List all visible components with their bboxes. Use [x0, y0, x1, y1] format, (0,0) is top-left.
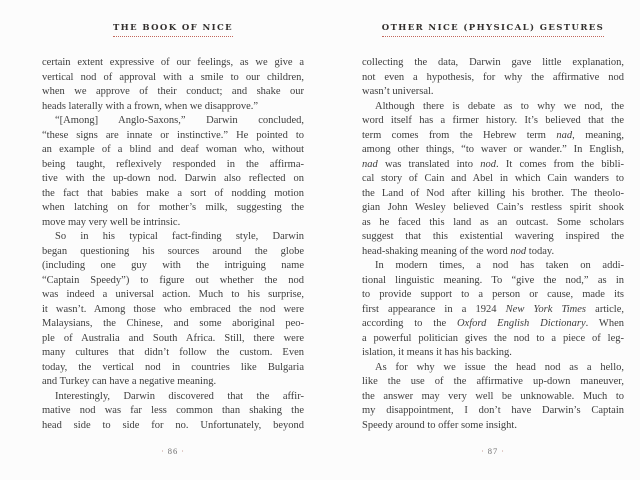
text-segment: “Captain Speedy”) to figure out whether the nod [42, 274, 304, 286]
text-line [42, 375, 304, 390]
text-line [362, 56, 624, 71]
text-line [42, 158, 304, 173]
text-segment: not even a hypothesis, for why the affirmative nod [362, 71, 624, 83]
text-line [362, 404, 624, 419]
italic-text-segment: New York Times [505, 303, 587, 315]
page-number: 87 [487, 446, 499, 456]
text-segment: “these signs are innate or instinctive.” He pointed to [42, 129, 304, 141]
text-segment: the fact that babies make a sort of nodding motion [42, 187, 304, 199]
text-line [362, 100, 624, 115]
text-line [42, 288, 304, 303]
text-line [362, 85, 624, 100]
text-line [42, 332, 304, 347]
text-line [42, 187, 304, 202]
text-line [42, 303, 304, 318]
text-segment: when we approve of their conduct; and shake our [42, 86, 304, 97]
text-segment: So in his typical fact-finding style, Darwin [55, 231, 304, 242]
text-line [42, 201, 304, 216]
text-line [42, 143, 304, 158]
text-segment: suggest that this existential wavering inspired the [362, 231, 624, 242]
text-segment: vertical nod of approval with a smile to our children, [42, 71, 304, 83]
text-line [362, 346, 624, 361]
italic-text-segment: nad [362, 158, 378, 170]
text-line [42, 419, 304, 434]
text-line [42, 361, 304, 376]
italic-text-segment: Oxford English Dictionary [456, 318, 586, 329]
text-segment: tive with the up-down nod. Darwin also reflected on [42, 173, 304, 184]
text-segment: and Turkey can have a negative meaning. [42, 376, 217, 387]
left-running-header-area [42, 17, 304, 37]
text-segment: article, [586, 303, 625, 315]
text-segment: Malaysians, the Chinese, and some aboriginal peo- [42, 318, 304, 329]
text-line [362, 143, 624, 158]
text-segment: islation, it means it has his backing. [362, 347, 512, 358]
text-segment: gian John Wesley believed Cain’s restless spirit shook [362, 202, 624, 213]
text-segment: (including one guy with the intriguing name [42, 260, 304, 271]
text-line [42, 390, 304, 405]
text-segment: word itself has a firmer history. It’s believed that the [362, 115, 624, 126]
right-running-header-area [362, 17, 624, 37]
page-number-footer [42, 446, 304, 456]
text-segment: move may very well be intrinsic. [42, 216, 181, 228]
italic-text-segment: nod [480, 158, 496, 170]
text-segment: mative nod was far less common than shaking the [42, 405, 304, 416]
folio-ornament: · [501, 447, 505, 456]
text-segment: heads laterally with a frown, when we disapprove.” [42, 100, 259, 112]
text-segment: began questioning his sources around the globe [42, 245, 304, 257]
text-line [42, 71, 304, 86]
text-segment: Interestingly, Darwin discovered that the affir- [55, 390, 304, 402]
text-segment: head-shaking meaning of the word [362, 245, 511, 257]
text-line [362, 129, 624, 144]
text-segment: . When [585, 318, 624, 329]
text-segment: the answer may very well be unknowable. Much to [362, 390, 624, 402]
text-segment: term comes from the Hebrew term [362, 129, 557, 141]
text-segment: like the use of the affirmative up-down maneuver, [362, 376, 624, 387]
text-segment: being taught, reflexively responded in the affirma- [42, 158, 304, 170]
text-segment: to provide support to a person or cause, made its [362, 289, 624, 300]
text-segment: , meaning, [572, 129, 624, 141]
text-line [42, 404, 304, 419]
page-number: 86 [167, 446, 179, 456]
text-line [362, 230, 624, 245]
text-line [42, 274, 304, 289]
folio-ornament: · [181, 447, 185, 456]
text-line [42, 114, 304, 129]
text-line [362, 390, 624, 405]
running-header: OTHER NICE (PHYSICAL) GESTURES [382, 23, 604, 37]
text-line [42, 56, 304, 71]
text-line [362, 375, 624, 390]
text-segment: among other things, “to waver or wander.” In English, [362, 144, 624, 155]
text-line [362, 332, 624, 347]
text-segment: tional linguistic meaning. To “give the nod,” as in [362, 274, 624, 286]
text-segment: was indeed a universal action. Much to his surprise, [42, 289, 304, 300]
text-segment: head side to side for no. Unfortunately, beyond [42, 419, 304, 431]
text-segment: it wasn’t. Among those who embraced the nod were [42, 303, 304, 315]
text-segment: . It comes from the bibli- [495, 158, 625, 170]
text-line [362, 288, 624, 303]
text-segment: a powerful politician gives the nod to a piece of leg- [362, 332, 624, 344]
text-segment: according to the [362, 318, 457, 329]
text-segment: Although there is debate as to why we nod, the [375, 100, 624, 112]
text-line [362, 114, 624, 129]
text-line [42, 100, 304, 115]
text-line [362, 172, 624, 187]
text-line [362, 274, 624, 289]
text-segment: certain extent expressive of our feelings, as we give a [42, 57, 304, 68]
text-line [362, 259, 624, 274]
italic-text-segment: nad [556, 129, 573, 141]
text-segment: In modern times, a nod has taken on addi- [375, 260, 624, 271]
text-segment: today, the vertical nod in countries like Bulgaria [42, 361, 304, 373]
text-segment: an example of a blind and deaf woman who, without [42, 144, 304, 155]
right-page [320, 0, 640, 480]
text-line [362, 361, 624, 376]
text-line [362, 245, 624, 260]
body-text-column [42, 56, 304, 433]
text-segment: first appearance in a 1924 [362, 303, 506, 315]
text-segment: cal story of Cain and Abel in which Cain wanders to [362, 173, 624, 184]
running-header: THE BOOK OF NICE [113, 23, 233, 37]
text-segment: “[Among] Anglo-Saxons,” Darwin concluded, [55, 115, 304, 126]
text-segment: my disappointment, I don’t have Darwin’s Captain [362, 405, 624, 416]
text-line [42, 85, 304, 100]
text-line [42, 245, 304, 260]
italic-text-segment: nod [510, 245, 527, 257]
text-segment: the Land of Nod after killing his brother. The theolo- [362, 187, 624, 199]
text-segment: was translated into [377, 158, 481, 170]
text-segment: wasn’t universal. [362, 86, 434, 97]
text-segment: as he faced this land as an outcast. Some scholars [362, 216, 624, 228]
text-line [362, 419, 624, 434]
text-line [362, 158, 624, 173]
text-segment: Speedy around to offer some insight. [362, 419, 517, 431]
text-line [362, 201, 624, 216]
text-line [362, 71, 624, 86]
text-segment: when latching on for mother’s milk, suggesting the [42, 202, 304, 213]
text-line [362, 187, 624, 202]
text-segment: As for why we issue the head nod as a hello, [375, 361, 624, 373]
folio-ornament: · [481, 447, 485, 456]
text-line [42, 172, 304, 187]
text-segment: ple of Australia and South Africa. Still, there were [42, 332, 304, 344]
text-line [362, 216, 624, 231]
text-line [42, 216, 304, 231]
text-line [42, 129, 304, 144]
text-segment: today. [526, 245, 555, 257]
text-line [42, 346, 304, 361]
text-line [42, 259, 304, 274]
body-text-column [362, 56, 624, 433]
folio-ornament: · [161, 447, 165, 456]
text-line [42, 317, 304, 332]
text-line [42, 230, 304, 245]
page-number-footer [362, 446, 624, 456]
text-line [362, 317, 624, 332]
text-segment: collecting the data, Darwin gave little explanation, [362, 57, 624, 68]
text-segment: many cultures that didn’t follow the custom. Even [42, 347, 304, 358]
text-line [362, 303, 624, 318]
